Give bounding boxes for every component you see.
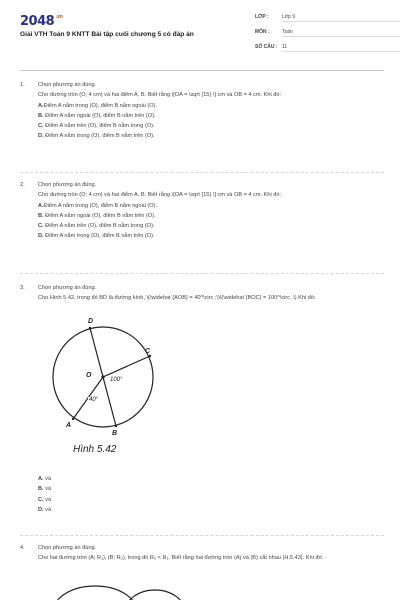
option-text: Điểm A nằm trong (O), điểm B nằm trên (O). [45,233,155,240]
document-title: Giải VTH Toán 9 KNTT Bài tập cuối chương 5 có đáp án [20,31,194,38]
option-text: và [45,476,52,482]
option-key: C. [38,496,44,503]
option-b[interactable] [38,111,384,121]
option-text: Điểm A nằm trong (O), điểm B nằm ngoài (O). [43,202,158,209]
question-prompt: Chọn phương án đúng. [38,285,97,291]
option-a[interactable] [38,101,384,111]
option-text: Điểm A nằm trong (O), điểm B nằm trên (O). [45,133,155,140]
option-key: C. [38,123,44,130]
angle-label-40: 40° [89,397,99,403]
question-prompt: Chọn phương án đúng. [38,82,97,88]
question-prompt: Chọn phương án đúng. [38,545,97,551]
meta-subject [255,29,293,35]
circle-diagram [50,320,170,450]
option-text: Điểm A nằm ngoài (O), điểm B nằm trên (O). [45,212,156,219]
question-divider [20,172,384,173]
option-text: Điểm A nằm trong (O), điểm B nằm ngoài (O). [43,102,158,109]
option-key: A. [38,102,44,109]
option-text: và [45,486,52,493]
option-key: C. [38,223,44,230]
question-prompt: Chọn phương án đúng. [38,182,97,188]
label-o: O [86,372,92,379]
question-text: Cho đường tròn (O; 4 cm) và hai điểm A, B. Biết rằng \[OA = \sqrt {15} \] cm và OB = 4 cm. Khi đó: [38,192,282,199]
question-text: Cho hai đường tròn (A; R₁), (B; R₂), trong đó R₂ < R₁. Biết rằng hai đường tròn (A) và (B) cắt nhau (H.5.43). Khi đó: [38,555,324,562]
option-d[interactable] [38,131,384,141]
option-a[interactable] [38,474,384,484]
option-c[interactable] [38,221,384,231]
question-number: 4. [20,545,25,551]
option-a[interactable] [38,201,384,211]
question-2 [20,180,384,242]
meta-class-value: Lớp 9 [282,14,296,20]
question-number: 1. [20,82,25,88]
option-d[interactable] [38,231,384,241]
meta-count-value: 11 [282,44,288,50]
logo-domain: .vn [55,14,63,20]
option-key: B. [38,486,44,493]
label-a: A [66,422,72,429]
option-key: D. [38,133,44,140]
question-3-options [20,474,384,515]
page-header [0,0,400,62]
question-divider [20,273,384,274]
figure-caption: Hình 5.42 [73,444,117,455]
meta-subject-value: Toán [282,29,293,35]
question-3 [20,283,384,304]
meta-class [255,14,295,20]
option-text: và [45,496,52,503]
logo-text: 2048 [20,14,55,29]
option-text: Điểm A nằm trên (O), điểm B nằm trong (O). [45,223,155,230]
option-text: Điểm A nằm ngoài (O), điểm B nằm trên (O). [45,112,156,119]
option-b[interactable] [38,211,384,221]
question-divider [20,535,384,536]
option-key: D. [38,506,44,513]
option-text: Điểm A nằm trên (O), điểm B nằm trong (O). [45,123,155,130]
meta-class-key: LỚP : [255,14,269,20]
question-text: Cho Hình 5.42, trong đó BD là đường kính, \(\widehat {AOB} = 40^\circ ;\)\(\widehat {BOC} = 100^\circ .\) Khi đó: [38,295,316,302]
header-divider [20,70,384,71]
option-d[interactable] [38,505,384,515]
angle-label-100: 100° [110,377,123,383]
figure-5-42 [50,320,170,460]
meta-count-key: SỐ CÂU : [255,44,278,50]
option-key: B. [38,212,44,219]
figure-5-43-partial [40,582,200,600]
option-key: B. [38,112,44,119]
option-c[interactable] [38,495,384,505]
label-d: D [88,318,94,325]
meta-subject-key: MÔN : [255,29,270,35]
meta-count [255,44,287,50]
question-1 [20,80,384,142]
question-number: 3. [20,285,25,291]
option-key: A. [38,476,44,482]
site-logo[interactable] [20,14,62,29]
label-b: B [112,430,118,437]
label-c: C [145,348,151,355]
question-number: 2. [20,182,25,188]
question-text: Cho đường tròn (O; 4 cm) và hai điểm A, B. Biết rằng \[OA = \sqrt {15} \] cm và OB = 4 cm. Khi đó: [38,92,282,99]
option-key: A. [38,202,44,209]
option-key: D. [38,233,44,240]
option-c[interactable] [38,121,384,131]
question-4 [20,543,384,564]
option-text: và [45,506,52,513]
option-b[interactable] [38,484,384,494]
